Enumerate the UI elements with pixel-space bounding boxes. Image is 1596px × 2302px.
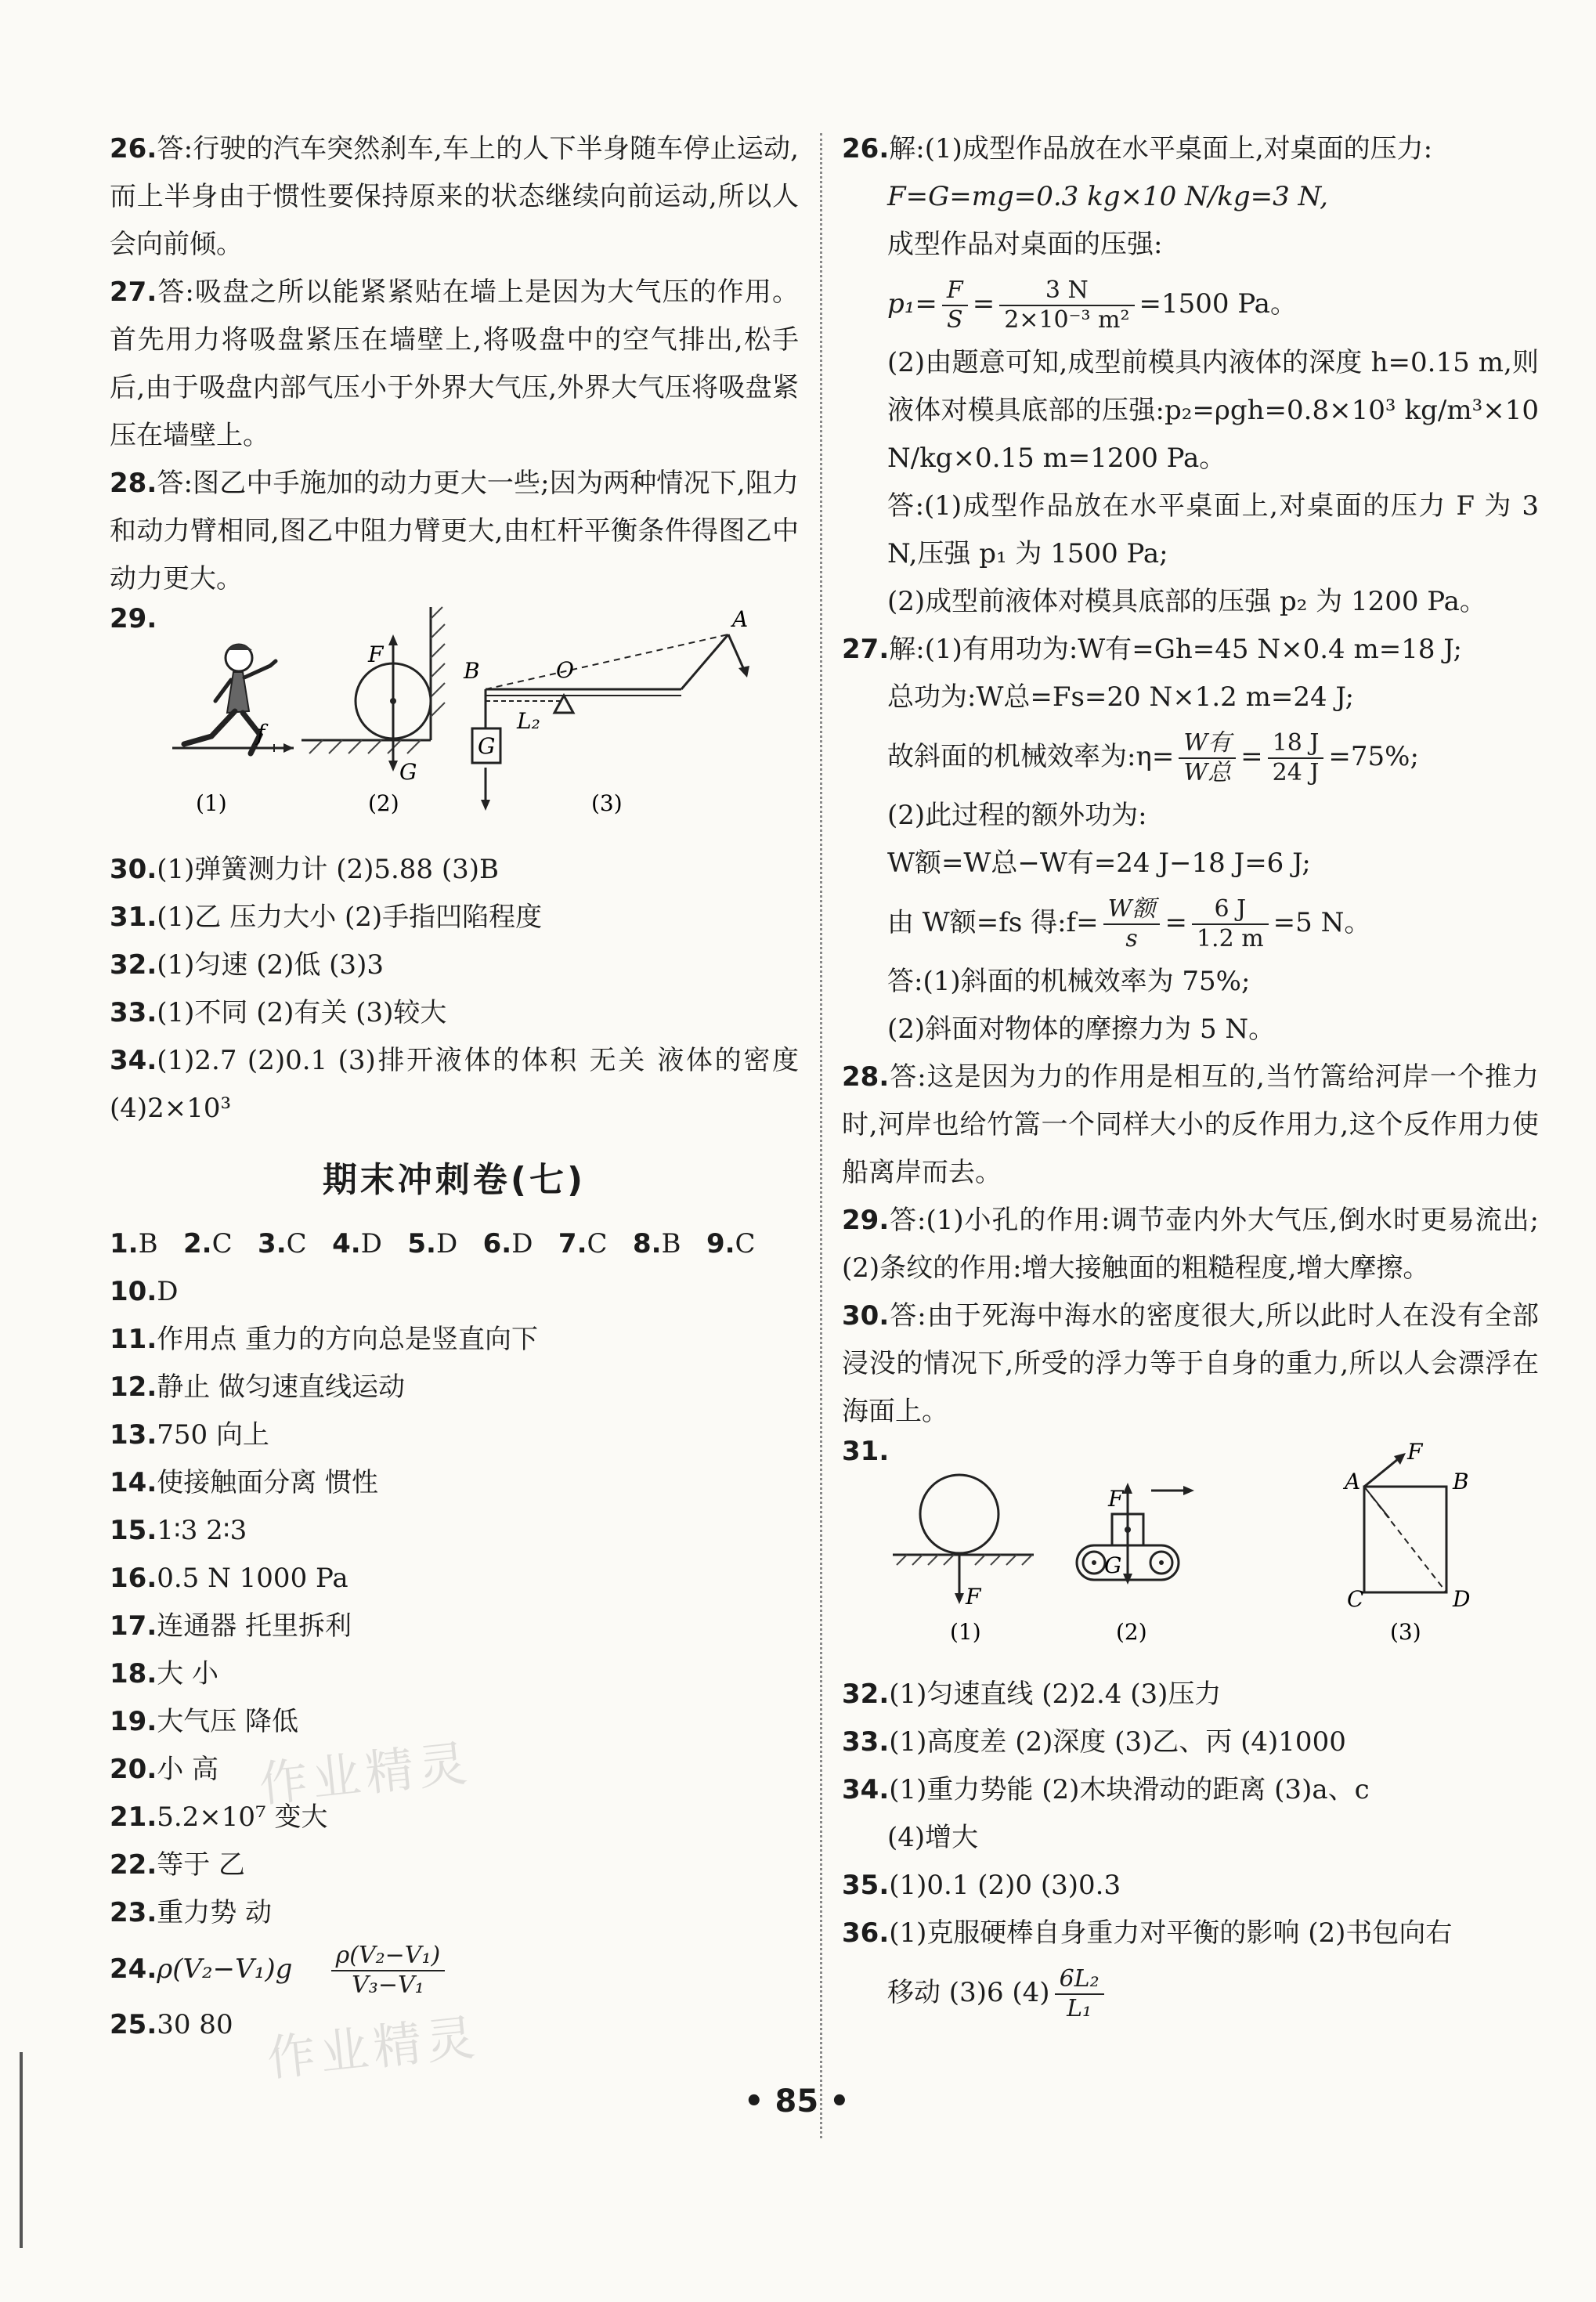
label-C: C xyxy=(1347,1586,1364,1612)
numerator: 6 J xyxy=(1192,895,1269,925)
mc-answer: D xyxy=(511,1228,533,1259)
watermark-1: 作业精灵 xyxy=(256,1733,475,1813)
mc-answer: D xyxy=(435,1228,458,1259)
answer-11 xyxy=(110,1316,799,1364)
label-G-weight: G xyxy=(478,733,496,759)
question-number: 32. xyxy=(842,1679,890,1710)
answer-text: (1)不同 (2)有关 (3)较大 xyxy=(157,997,447,1028)
answer-text: 大气压 降低 xyxy=(157,1706,299,1737)
answer-12 xyxy=(110,1364,799,1411)
conveyor-figure xyxy=(1077,1483,1194,1585)
solution-line: (2)此过程的额外功为: xyxy=(887,800,1147,831)
question-number: 9. xyxy=(706,1228,735,1259)
answer-text: (1)0.1 (2)0 (3)0.3 xyxy=(889,1870,1121,1901)
answer-28 xyxy=(110,460,799,603)
answer-13 xyxy=(110,1411,799,1459)
answer-31 xyxy=(110,894,799,941)
answer-text: 1∶3 2∶3 xyxy=(157,1515,247,1546)
label-p1: (1) xyxy=(950,1619,981,1645)
question-number: 29. xyxy=(110,603,157,634)
question-number: 27. xyxy=(842,634,890,665)
question-number: 34. xyxy=(110,1045,157,1076)
answer-text: 5.2×10⁷ 变大 xyxy=(157,1801,328,1833)
denominator: 1.2 m xyxy=(1196,925,1264,952)
solution-line: (2)由题意可知,成型前模具内液体的深度 h=0.15 m,则液体对模具底部的压强:p₂=ρgh=0.8×10³ kg/m³×10 N/kg×0.15 m=1200 Pa。 xyxy=(887,347,1539,474)
solution-line: 总功为:W总=Fs=20 N×1.2 m=24 J; xyxy=(887,681,1355,713)
question-number: 2. xyxy=(183,1228,212,1259)
question-number: 10. xyxy=(110,1276,157,1307)
answer-text: 重力势 动 xyxy=(157,1897,273,1928)
answer-text: 移动 (3)6 (4) xyxy=(887,1977,1050,2008)
label-p3: (3) xyxy=(1390,1619,1421,1645)
question-number: 36. xyxy=(842,1917,890,1949)
label-O: O xyxy=(556,657,574,683)
answer-15 xyxy=(110,1507,799,1555)
label-F3: F xyxy=(1407,1439,1423,1465)
denominator: 24 J xyxy=(1272,759,1320,786)
numerator: ρ(V₂−V₁) xyxy=(331,1942,446,1971)
question-number: 26. xyxy=(842,133,890,164)
question-number: 6. xyxy=(482,1228,512,1259)
numerator: F xyxy=(942,276,968,306)
numerator: 3 N xyxy=(999,276,1134,306)
mc-answer: B xyxy=(138,1228,158,1259)
ball-surface-figure xyxy=(893,1475,1034,1604)
answer-text: ρ(V₂−V₁)g xyxy=(157,1953,293,1985)
question-number: 26. xyxy=(110,133,157,164)
label-f: f xyxy=(257,720,265,746)
answer-text: D xyxy=(157,1276,179,1307)
answer-25 xyxy=(110,2001,799,2049)
answer-26 xyxy=(110,125,799,269)
answer-text: 答:(1)小孔的作用:调节壶内外大气压,倒水时更易流出;(2)条纹的作用:增大接触面的粗糙程度,增大摩擦。 xyxy=(842,1205,1539,1284)
answer-text: 使接触面分离 惯性 xyxy=(157,1467,379,1498)
numerator: W额 xyxy=(1103,895,1161,925)
answer-r31 xyxy=(842,1436,1539,1671)
question-number: 31. xyxy=(110,902,157,933)
right-column xyxy=(842,125,1539,2028)
fraction xyxy=(1055,1965,1104,2023)
label-A: A xyxy=(732,606,749,632)
solution-line xyxy=(842,887,1539,958)
figure-29 xyxy=(110,603,799,846)
label-D: D xyxy=(1453,1586,1471,1612)
question-number: 25. xyxy=(110,2009,157,2040)
label-F2: F xyxy=(1108,1486,1124,1512)
answer-33 xyxy=(110,989,799,1037)
question-number: 12. xyxy=(110,1371,157,1403)
question-number: 16. xyxy=(110,1563,157,1594)
question-number: 8. xyxy=(632,1228,662,1259)
label-G: G xyxy=(399,759,417,785)
answer-text: (1)克服硬棒自身重力对平衡的影响 (2)书包向右 xyxy=(889,1917,1453,1949)
question-number: 24. xyxy=(110,1953,157,1985)
mc-answer: B xyxy=(661,1228,681,1259)
answer-text: 答:行驶的汽车突然刹车,车上的人下半身随车停止运动,而上半身由于惯性要保持原来的状态继续向前运动,所以人会向前倾。 xyxy=(110,133,799,260)
answer-text: 连通器 托里拆利 xyxy=(157,1610,352,1642)
question-number: 3. xyxy=(258,1228,287,1259)
answer-r34 xyxy=(842,1766,1539,1814)
formula-part: =75%; xyxy=(1328,741,1419,772)
question-number: 4. xyxy=(332,1228,361,1259)
fraction xyxy=(331,1942,446,2000)
question-number: 28. xyxy=(110,468,157,499)
question-number: 32. xyxy=(110,949,157,981)
question-number: 1. xyxy=(110,1228,139,1259)
answer-r35 xyxy=(842,1862,1539,1910)
label-G: G xyxy=(1104,1552,1122,1578)
mc-answer: C xyxy=(211,1228,233,1259)
question-number: 23. xyxy=(110,1897,157,1928)
label-p3: (3) xyxy=(591,790,623,816)
fraction xyxy=(1103,895,1161,953)
answer-text: 答:图乙中手施加的动力更大一些;因为两种情况下,阻力和动力臂相同,图乙中阻力臂更大,由杠杆平衡条件得图乙中动力更大。 xyxy=(110,468,799,594)
section-title: 期末冲刺卷(七) xyxy=(322,1160,587,1200)
question-number: 7. xyxy=(558,1228,587,1259)
answer-24 xyxy=(110,1937,799,2001)
mc-answer: C xyxy=(286,1228,307,1259)
question-number: 17. xyxy=(110,1610,157,1642)
watermark-2: 作业精灵 xyxy=(264,2007,482,2087)
answer-text: 小 高 xyxy=(157,1754,219,1785)
answer-r26 xyxy=(842,125,1539,626)
answer-text: (1)2.7 (2)0.1 (3)排开液体的体积 无关 液体的密度 (4)2×10³ xyxy=(110,1045,799,1124)
answer-text: (1)弹簧测力计 (2)5.88 (3)B xyxy=(157,854,500,885)
answer-34 xyxy=(110,1037,799,1133)
answer-r27 xyxy=(842,626,1539,1053)
label-L2: L₂ xyxy=(517,708,540,734)
question-number: 13. xyxy=(110,1419,157,1451)
fraction xyxy=(1179,729,1236,787)
answer-10 xyxy=(110,1268,799,1316)
question-number: 15. xyxy=(110,1515,157,1546)
solution-line xyxy=(842,721,1539,792)
solution-line: F=G=mg=0.3 kg×10 N/kg=3 N, xyxy=(887,181,1328,212)
formula-part: 故斜面的机械效率为:η= xyxy=(887,741,1175,772)
answer-text: (1)匀速直线 (2)2.4 (3)压力 xyxy=(889,1679,1222,1710)
numerator: W有 xyxy=(1179,729,1236,759)
runner-figure xyxy=(172,645,294,754)
lever-figure xyxy=(472,634,749,811)
left-column xyxy=(110,125,799,2049)
answer-text: 30 80 xyxy=(157,2009,233,2040)
label-B: B xyxy=(464,658,480,684)
question-number: 31. xyxy=(842,1436,890,1467)
answer-14 xyxy=(110,1459,799,1507)
mc-answer: C xyxy=(587,1228,608,1259)
denominator: L₁ xyxy=(1067,1995,1092,2022)
formula-part: =5 N。 xyxy=(1273,907,1371,938)
label-F1: F xyxy=(966,1584,981,1610)
formula-part: 由 W额=fs 得:f= xyxy=(887,907,1099,938)
formula-part: p₁= xyxy=(887,288,937,320)
label-A: A xyxy=(1345,1469,1361,1494)
question-number: 35. xyxy=(842,1870,890,1901)
numerator: 18 J xyxy=(1268,729,1324,759)
answer-18 xyxy=(110,1650,799,1698)
ball-wall-figure xyxy=(302,607,445,772)
question-number: 18. xyxy=(110,1658,157,1689)
question-number: 21. xyxy=(110,1801,157,1833)
formula-part: =1500 Pa。 xyxy=(1139,288,1297,320)
answer-r36 xyxy=(842,1910,1539,1957)
solution-line xyxy=(842,269,1539,339)
label-p2: (2) xyxy=(368,790,399,816)
square-force-figure xyxy=(1364,1453,1446,1592)
answer-r32 xyxy=(842,1671,1539,1718)
question-number: 28. xyxy=(842,1061,890,1093)
solution-line: 答:(1)成型作品放在水平桌面上,对桌面的压力 F 为 3 N,压强 p₁ 为 1500 Pa; xyxy=(887,490,1539,569)
answer-text: 静止 做匀速直线运动 xyxy=(157,1371,406,1403)
answer-20 xyxy=(110,1746,799,1794)
solution-line: 答:(1)斜面的机械效率为 75%; xyxy=(887,966,1251,997)
question-number: 5. xyxy=(407,1228,436,1259)
page-edge-mark xyxy=(20,2052,23,2248)
formula-part: = xyxy=(972,288,995,320)
answer-text: 0.5 N 1000 Pa xyxy=(157,1563,348,1594)
question-number: 33. xyxy=(842,1726,890,1758)
numerator: 6L₂ xyxy=(1055,1965,1104,1995)
mc-answer: C xyxy=(735,1228,756,1259)
answer-16 xyxy=(110,1555,799,1603)
answer-r33 xyxy=(842,1718,1539,1766)
fraction xyxy=(942,276,968,334)
question-number: 19. xyxy=(110,1706,157,1737)
question-number: 33. xyxy=(110,997,157,1028)
answer-22 xyxy=(110,1841,799,1889)
question-number: 14. xyxy=(110,1467,157,1498)
label-B: B xyxy=(1453,1469,1469,1494)
answer-text: (1)重力势能 (2)木块滑动的距离 (3)a、c xyxy=(889,1774,1370,1805)
formula-part: = xyxy=(1165,907,1187,938)
fraction xyxy=(1192,895,1269,953)
mc-answer: D xyxy=(360,1228,382,1259)
question-number: 11. xyxy=(110,1324,157,1355)
answer-text: 答:这是因为力的作用是相互的,当竹篙给河岸一个推力时,河岸也给竹篙一个同样大小的反作用力,这个反作用力使船离岸而去。 xyxy=(842,1061,1539,1188)
answer-text: 答:吸盘之所以能紧紧贴在墙上是因为大气压的作用。首先用力将吸盘紧压在墙壁上,将吸盘中的空气排出,松手后,由于吸盘内部气压小于外界大气压,外界大气压将吸盘紧压在墙壁上。 xyxy=(110,276,799,451)
figure-31 xyxy=(842,1436,1539,1671)
question-number: 22. xyxy=(110,1849,157,1881)
denominator: V₃−V₁ xyxy=(352,1971,424,1999)
answer-r30 xyxy=(842,1292,1539,1436)
answer-text: (4)增大 xyxy=(887,1822,979,1853)
answer-23 xyxy=(110,1889,799,1937)
answer-17 xyxy=(110,1603,799,1650)
answer-21 xyxy=(110,1794,799,1841)
question-number: 34. xyxy=(842,1774,890,1805)
fraction xyxy=(1268,729,1324,787)
answer-text: 作用点 重力的方向总是竖直向下 xyxy=(157,1324,539,1355)
answer-29 xyxy=(110,603,799,846)
answer-r29 xyxy=(842,1197,1539,1292)
formula-part: = xyxy=(1240,741,1263,772)
answer-text: 等于 乙 xyxy=(157,1849,246,1881)
denominator: 2×10⁻³ m² xyxy=(1004,306,1130,334)
denominator: s xyxy=(1125,925,1138,952)
answer-text: 大 小 xyxy=(157,1658,219,1689)
fraction xyxy=(999,276,1134,334)
solution-line: (2)成型前液体对模具底部的压强 p₂ 为 1200 Pa。 xyxy=(887,586,1486,617)
answer-text: (1)匀速 (2)低 (3)3 xyxy=(157,949,384,981)
denominator: W总 xyxy=(1183,759,1232,786)
answer-mc xyxy=(110,1220,799,1268)
answer-text: 答:由于死海中海水的密度很大,所以此时人在没有全部浸没的情况下,所受的浮力等于自身的重力,所以人会漂浮在海面上。 xyxy=(842,1300,1539,1427)
label-p2: (2) xyxy=(1116,1619,1147,1645)
answer-r28 xyxy=(842,1053,1539,1197)
solution-line: 成型作品对桌面的压强: xyxy=(887,229,1163,260)
question-number: 27. xyxy=(110,276,157,308)
answer-32 xyxy=(110,941,799,989)
page-number: • 85 • xyxy=(744,2083,850,2120)
answer-r36-cont xyxy=(842,1957,1539,2028)
answer-text: (1)高度差 (2)深度 (3)乙、丙 (4)1000 xyxy=(889,1726,1346,1758)
answer-27 xyxy=(110,269,799,460)
denominator: S xyxy=(947,306,963,334)
label-F: F xyxy=(368,641,384,667)
column-divider xyxy=(820,133,822,2138)
solution-line: (2)斜面对物体的摩擦力为 5 N。 xyxy=(887,1014,1276,1045)
label-p1: (1) xyxy=(196,790,227,816)
solution-line: 解:(1)有用功为:W有=Gh=45 N×0.4 m=18 J; xyxy=(889,634,1462,665)
question-number: 30. xyxy=(110,854,157,885)
answer-19 xyxy=(110,1698,799,1746)
answer-30 xyxy=(110,846,799,894)
question-number: 20. xyxy=(110,1754,157,1785)
answer-text: (1)乙 压力大小 (2)手指凹陷程度 xyxy=(157,902,543,933)
solution-line: 解:(1)成型作品放在水平桌面上,对桌面的压力: xyxy=(889,133,1433,164)
question-number: 29. xyxy=(842,1205,890,1236)
question-number: 30. xyxy=(842,1300,890,1332)
solution-line: W额=W总−W有=24 J−18 J=6 J; xyxy=(887,847,1311,879)
answer-text: 750 向上 xyxy=(157,1419,269,1451)
